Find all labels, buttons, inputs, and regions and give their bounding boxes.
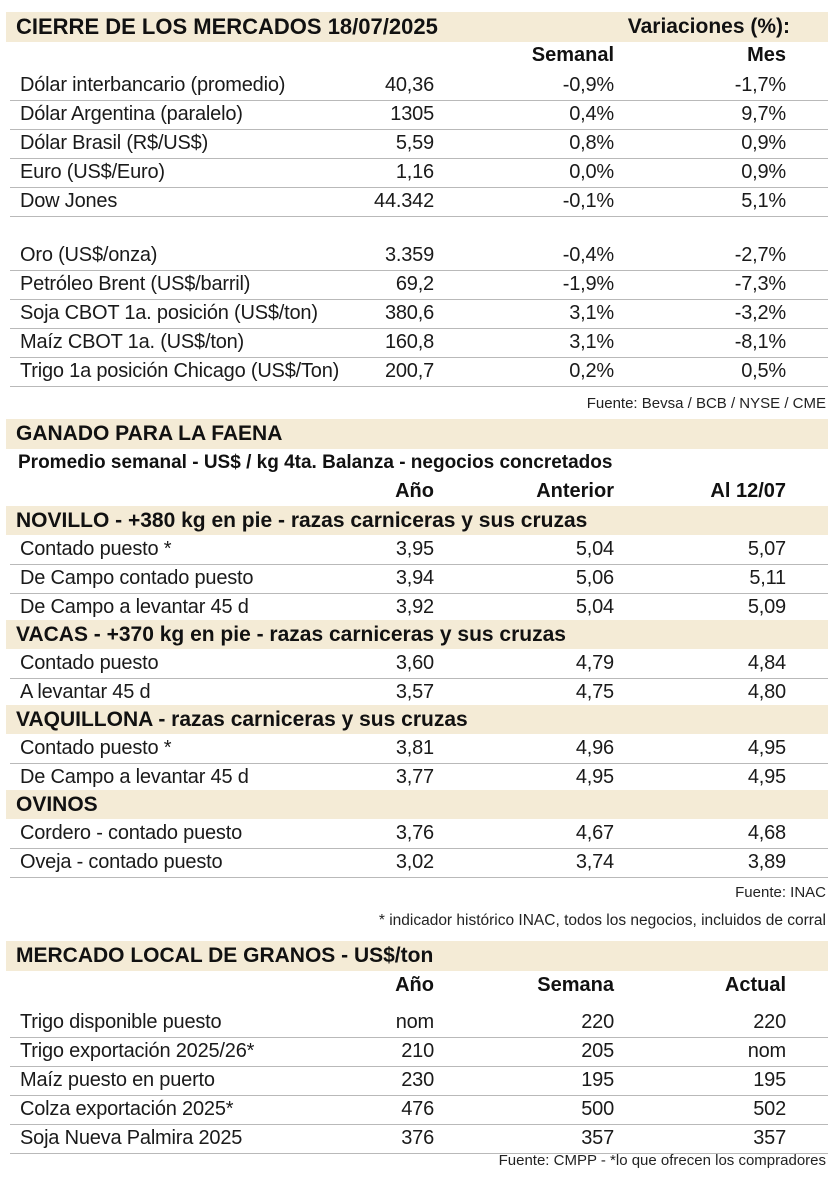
row-label: Contado puesto * [20,538,172,560]
row-anio: 476 [401,1098,434,1120]
row-label: Dow Jones [20,190,118,212]
group-title: VACAS - +370 kg en pie - razas carniceras y sus cruzas [16,623,566,646]
row-value: 40,36 [384,74,434,96]
row-label: Oveja - contado puesto [20,851,223,873]
row-value: 44.342 [374,190,434,212]
col-granos-semana: Semana [537,974,614,996]
row-al: 5,09 [747,596,786,618]
table-row [10,1095,828,1125]
table-row [10,241,828,271]
row-semana: 195 [581,1069,614,1091]
row-anio: 3,76 [395,822,434,844]
ganado-note: * indicador histórico INAC, todos los negocios, incluidos de corral [378,912,826,929]
row-label: Trigo 1a posición Chicago (US$/Ton) [20,360,340,382]
row-label: De Campo a levantar 45 d [20,766,249,788]
row-anio: 3,95 [395,538,434,560]
row-anio: 3,02 [395,851,434,873]
table-row [10,357,828,387]
row-al: 3,89 [747,851,786,873]
mercados-source: Fuente: Bevsa / BCB / NYSE / CME [586,395,826,412]
row-semanal: -0,1% [562,190,614,212]
row-semanal: 0,2% [569,360,614,382]
row-al: 5,11 [749,567,786,589]
group-header-band [6,790,828,819]
row-label: Dólar interbancario (promedio) [20,74,286,96]
table-row [10,328,828,358]
table-row [10,158,828,188]
table-row [10,564,828,594]
row-semana: 500 [581,1098,614,1120]
row-label: De Campo contado puesto [20,567,254,589]
row-mes: -8,1% [734,331,786,353]
row-anterior: 4,96 [575,737,614,759]
table-row [10,1124,828,1154]
row-semana: 357 [581,1127,614,1149]
table-row [10,848,828,878]
row-semanal: -1,9% [562,273,614,295]
row-mes: 9,7% [741,103,786,125]
row-label: Maíz puesto en puerto [20,1069,215,1091]
row-anterior: 3,74 [575,851,614,873]
row-actual: 502 [753,1098,786,1120]
row-al: 4,95 [747,737,786,759]
table-row [10,678,828,708]
row-anterior: 4,95 [575,766,614,788]
row-anio: 3,81 [395,737,434,759]
row-anterior: 5,04 [575,538,614,560]
row-anio: 3,77 [395,766,434,788]
row-anio: 3,94 [395,567,434,589]
row-label: Oro (US$/onza) [20,244,158,266]
row-anio: 3,92 [395,596,434,618]
col-granos-anio: Año [395,974,434,996]
row-semana: 205 [581,1040,614,1062]
mercados-title: CIERRE DE LOS MERCADOS 18/07/2025 [16,14,438,39]
row-mes: -2,7% [734,244,786,266]
row-mes: -1,7% [734,74,786,96]
granos-source: Fuente: CMPP - *lo que ofrecen los compradores [498,1152,826,1169]
row-label: De Campo a levantar 45 d [20,596,249,618]
row-label: Trigo disponible puesto [20,1011,222,1033]
col-mes: Mes [747,44,786,66]
row-label: A levantar 45 d [20,681,151,703]
row-label: Trigo exportación 2025/26* [20,1040,255,1062]
row-anterior: 4,75 [575,681,614,703]
row-mes: 0,9% [741,132,786,154]
row-anio: nom [395,1011,434,1033]
ganado-title: GANADO PARA LA FAENA [16,422,283,445]
row-actual: 195 [753,1069,786,1091]
table-row [10,763,828,793]
col-semanal: Semanal [531,44,614,66]
row-semanal: -0,9% [562,74,614,96]
row-actual: 357 [753,1127,786,1149]
row-label: Dólar Brasil (R$/US$) [20,132,209,154]
row-value: 380,6 [384,302,434,324]
group-title: VAQUILLONA - razas carniceras y sus cruzas [16,708,468,731]
row-anio: 3,60 [395,652,434,674]
table-row [10,100,828,130]
col-anterior: Anterior [536,480,614,502]
row-al: 4,68 [747,822,786,844]
row-actual: 220 [753,1011,786,1033]
table-row [10,819,828,849]
row-semanal: -0,4% [562,244,614,266]
ganado-subtitle: Promedio semanal - US$ / kg 4ta. Balanza - negocios concretados [18,452,613,473]
row-label: Colza exportación 2025* [20,1098,234,1120]
row-value: 200,7 [384,360,434,382]
row-value: 160,8 [384,331,434,353]
row-label: Maíz CBOT 1a. (US$/ton) [20,331,244,353]
row-mes: 0,9% [741,161,786,183]
row-anio: 210 [401,1040,434,1062]
row-value: 5,59 [395,132,434,154]
row-semanal: 3,1% [569,331,614,353]
row-semana: 220 [581,1011,614,1033]
table-row [10,535,828,565]
granos-title: MERCADO LOCAL DE GRANOS - US$/ton [16,944,434,967]
row-mes: 0,5% [741,360,786,382]
table-row [10,270,828,300]
row-label: Cordero - contado puesto [20,822,243,844]
row-value: 3.359 [384,244,434,266]
row-label: Euro (US$/Euro) [20,161,165,183]
row-value: 69,2 [395,273,434,295]
row-label: Soja Nueva Palmira 2025 [20,1127,243,1149]
row-label: Soja CBOT 1a. posición (US$/ton) [20,302,318,324]
group-title: OVINOS [16,793,98,816]
row-value: 1305 [390,103,434,125]
row-anio: 376 [401,1127,434,1149]
row-value: 1,16 [395,161,434,183]
row-label: Dólar Argentina (paralelo) [20,103,243,125]
table-row [10,734,828,764]
row-semanal: 3,1% [569,302,614,324]
table-row [10,1066,828,1096]
ganado-source: Fuente: INAC [735,884,826,901]
row-label: Contado puesto * [20,737,172,759]
col-al-fecha: Al 12/07 [710,480,786,502]
row-actual: nom [747,1040,786,1062]
row-label: Contado puesto [20,652,159,674]
table-row [10,129,828,159]
table-row [10,1037,828,1067]
row-al: 4,84 [747,652,786,674]
row-anterior: 4,79 [575,652,614,674]
row-al: 4,80 [747,681,786,703]
row-label: Petróleo Brent (US$/barril) [20,273,251,295]
table-row [10,299,828,329]
table-row [10,649,828,679]
table-row [10,593,828,623]
variaciones-label: Variaciones (%): [627,15,790,38]
row-semanal: 0,0% [569,161,614,183]
table-row [10,71,828,101]
row-anterior: 4,67 [575,822,614,844]
col-granos-actual: Actual [724,974,786,996]
row-mes: -3,2% [734,302,786,324]
row-anio: 230 [401,1069,434,1091]
table-row [10,187,828,217]
row-mes: 5,1% [741,190,786,212]
row-al: 5,07 [747,538,786,560]
row-anio: 3,57 [395,681,434,703]
group-title: NOVILLO - +380 kg en pie - razas carniceras y sus cruzas [16,509,588,532]
row-al: 4,95 [747,766,786,788]
row-anterior: 5,06 [575,567,614,589]
row-mes: -7,3% [734,273,786,295]
col-anio: Año [395,480,434,502]
row-semanal: 0,4% [569,103,614,125]
row-anterior: 5,04 [575,596,614,618]
row-semanal: 0,8% [569,132,614,154]
table-row [10,1008,828,1038]
